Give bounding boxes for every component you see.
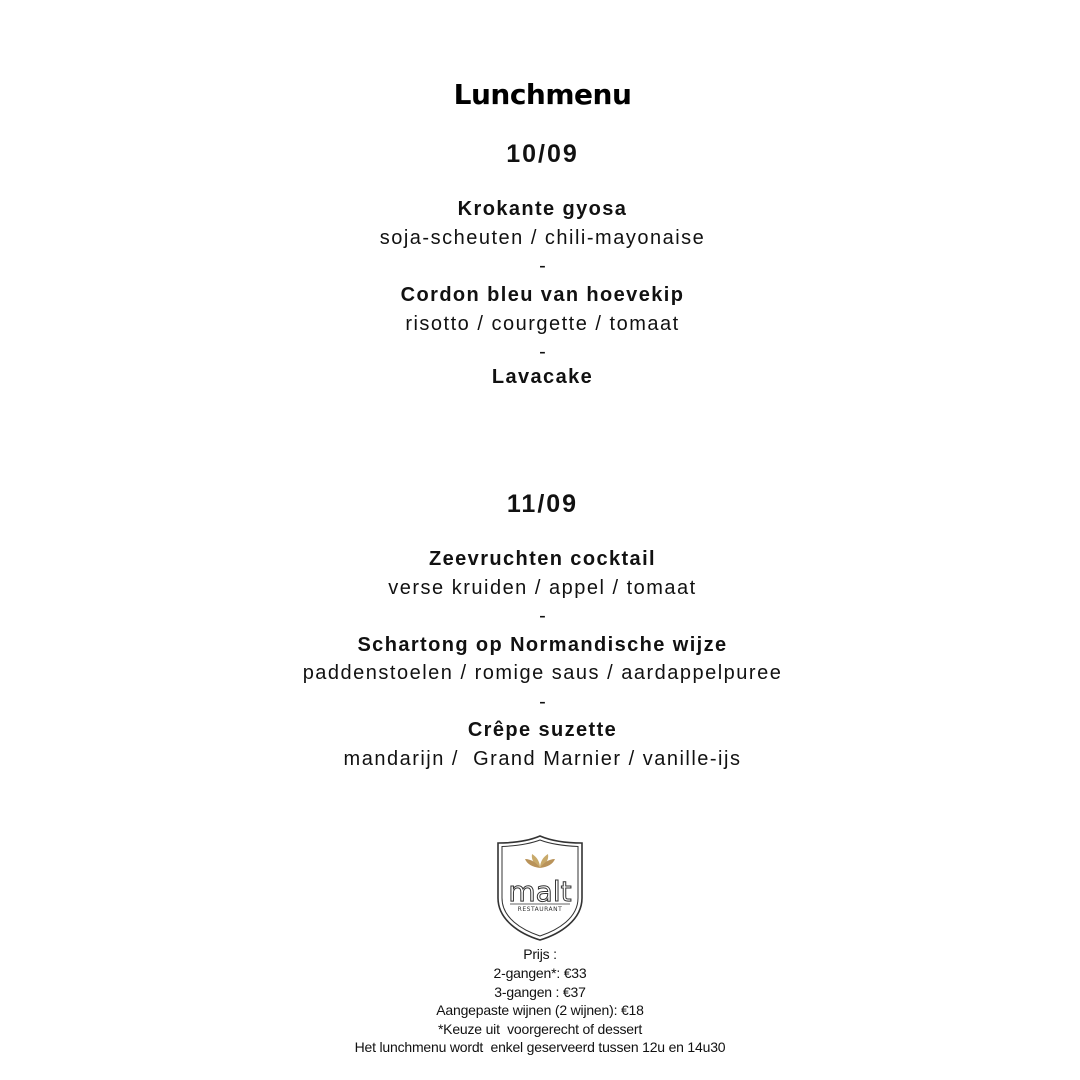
day-2-course-2-name: Schartong op Normandische wijze	[357, 634, 728, 656]
logo-wordmark: malt	[508, 875, 572, 908]
course-separator: -	[539, 341, 546, 363]
logo-tagline: RESTAURANT	[517, 906, 563, 913]
course-separator: -	[539, 691, 546, 713]
day-2-course-3-description: mandarijn / Grand Marnier / vanille-ijs	[343, 748, 742, 770]
day-1-date: 10/09	[506, 140, 579, 168]
day-1-course-1-description: soja-scheuten / chili-mayonaise	[379, 227, 706, 249]
day-1-course-2-description: risotto / courgette / tomaat	[405, 313, 680, 335]
price-three-courses: 3-gangen : €37	[494, 984, 586, 1000]
day-2-course-3-name: Crêpe suzette	[467, 719, 618, 741]
day-2-course-1-name: Zeevruchten cocktail	[429, 548, 656, 570]
day-1-course-2-name: Cordon bleu van hoevekip	[400, 284, 685, 306]
price-two-courses: 2-gangen*: €33	[493, 965, 587, 981]
day-2-course-2-description: paddenstoelen / romige saus / aardappelpuree	[302, 662, 783, 684]
page-title: Lunchmenu	[453, 78, 632, 111]
day-2-date: 11/09	[506, 490, 579, 518]
malt-restaurant-shield-logo-icon	[496, 834, 584, 942]
price-wines: Aangepaste wijnen (2 wijnen): €18	[436, 1002, 644, 1018]
day-1-course-1-name: Krokante gyosa	[457, 198, 628, 220]
day-2-course-1-description: verse kruiden / appel / tomaat	[388, 577, 697, 599]
price-note: *Keuze uit voorgerecht of dessert	[437, 1021, 643, 1037]
course-separator: -	[539, 255, 546, 277]
price-label: Prijs :	[523, 946, 557, 962]
course-separator: -	[539, 605, 546, 627]
day-1-course-3-name: Lavacake	[491, 366, 594, 388]
serving-hours: Het lunchmenu wordt enkel geserveerd tussen 12u en 14u30	[354, 1039, 726, 1055]
